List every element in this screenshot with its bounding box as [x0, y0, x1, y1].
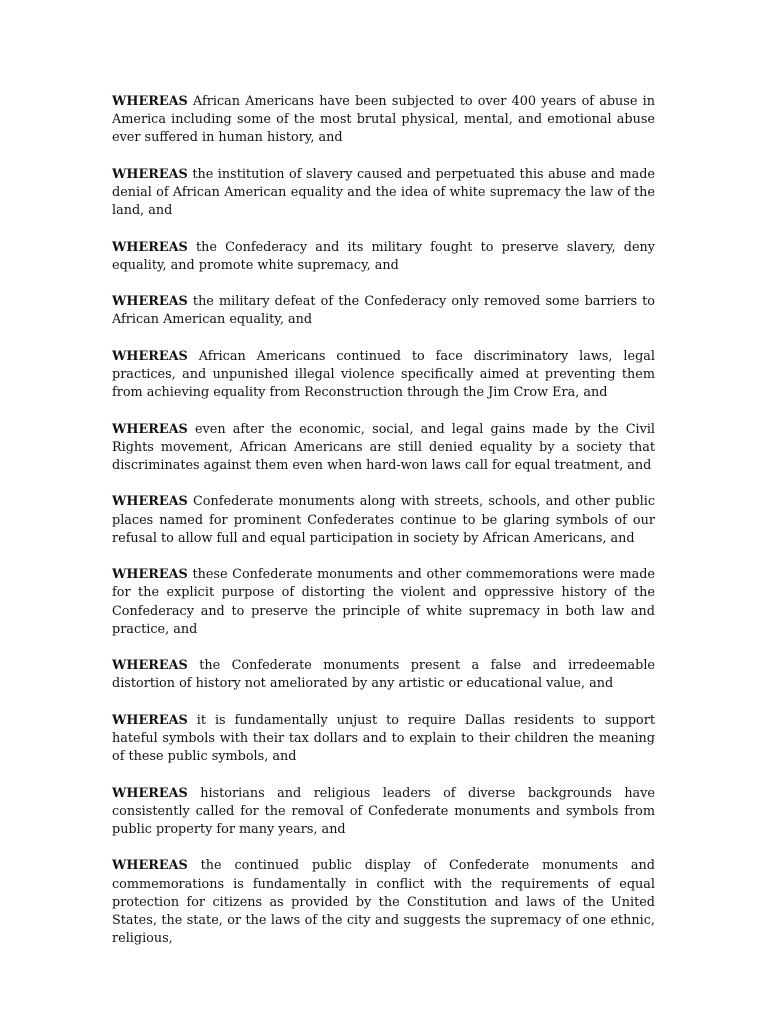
clause-text: the institution of slavery caused and perpetuated this abuse and made denial of African American equality and the idea of white supremacy the law of the land, and — [112, 166, 655, 219]
clause-text: the Confederate monuments present a false and irredeemable distortion of history not ameliorated by any artistic or educational value, and — [112, 658, 655, 692]
whereas-keyword: WHEREAS — [112, 348, 188, 364]
whereas-clause-4 — [112, 293, 655, 329]
whereas-clause-1 — [112, 93, 655, 148]
whereas-keyword: WHEREAS — [112, 858, 188, 874]
whereas-keyword: WHEREAS — [112, 785, 188, 801]
whereas-keyword: WHEREAS — [112, 494, 188, 510]
document-page — [112, 93, 655, 967]
whereas-keyword: WHEREAS — [112, 567, 188, 583]
whereas-keyword: WHEREAS — [112, 294, 188, 310]
whereas-clause-12 — [112, 857, 655, 948]
whereas-keyword: WHEREAS — [112, 239, 188, 255]
clause-text: the military defeat of the Confederacy only removed some barriers to African American equality, and — [112, 294, 655, 328]
whereas-keyword: WHEREAS — [112, 166, 188, 182]
whereas-clause-2 — [112, 166, 655, 221]
whereas-clause-10 — [112, 712, 655, 767]
clause-text: historians and religious leaders of diverse backgrounds have consistently called for the removal of Confederate monuments and symbols from public property for many years, and — [112, 785, 655, 837]
whereas-clause-3 — [112, 239, 655, 275]
whereas-clause-8 — [112, 566, 655, 639]
clause-text: it is fundamentally unjust to require Dallas residents to support hateful symbols with their tax dollars and to explain to their children the meaning of these public symbols, and — [112, 712, 655, 765]
clause-text: the Confederacy and its military fought to preserve slavery, deny equality, and promote white supremacy, and — [112, 239, 655, 273]
whereas-clause-9 — [112, 657, 655, 693]
whereas-keyword: WHEREAS — [112, 712, 188, 728]
whereas-clause-11 — [112, 785, 655, 840]
clause-text: African Americans continued to face discriminatory laws, legal practices, and unpunished illegal violence specifically aimed at preventing them from achieving equality from Reconstruction through the Jim Crow Era, and — [112, 348, 655, 401]
clause-text: African Americans have been subjected to over 400 years of abuse in America including some of the most brutal physical, mental, and emotional abuse ever suffered in human history, and — [112, 94, 655, 146]
whereas-keyword: WHEREAS — [112, 658, 188, 674]
whereas-clause-5 — [112, 348, 655, 403]
whereas-clause-7 — [112, 493, 655, 548]
clause-text: these Confederate monuments and other commemorations were made for the explicit purpose of distorting the violent and oppressive history of the Confederacy and to preserve the principle of white supremacy in both law and practice, and — [112, 567, 655, 637]
whereas-keyword: WHEREAS — [112, 94, 188, 109]
clause-text: even after the economic, social, and legal gains made by the Civil Rights movement, African Americans are still denied equality by a society that discriminates against them even when hard-won laws call for equal treatment, and — [112, 421, 656, 473]
clause-text: the continued public display of Confederate monuments and commemorations is fundamentally in conflict with the requirements of equal protection for citizens as provided by the Constitution and laws of the United States, the state, or the laws of the city and suggests the supremacy of one ethnic, religious, — [112, 858, 655, 947]
whereas-keyword: WHEREAS — [112, 421, 188, 437]
whereas-clause-6 — [112, 421, 655, 476]
clause-text: Confederate monuments along with streets, schools, and other public places named for prominent Confederates continue to be glaring symbols of our refusal to allow full and equal participation in society by African Americans, and — [112, 494, 655, 546]
